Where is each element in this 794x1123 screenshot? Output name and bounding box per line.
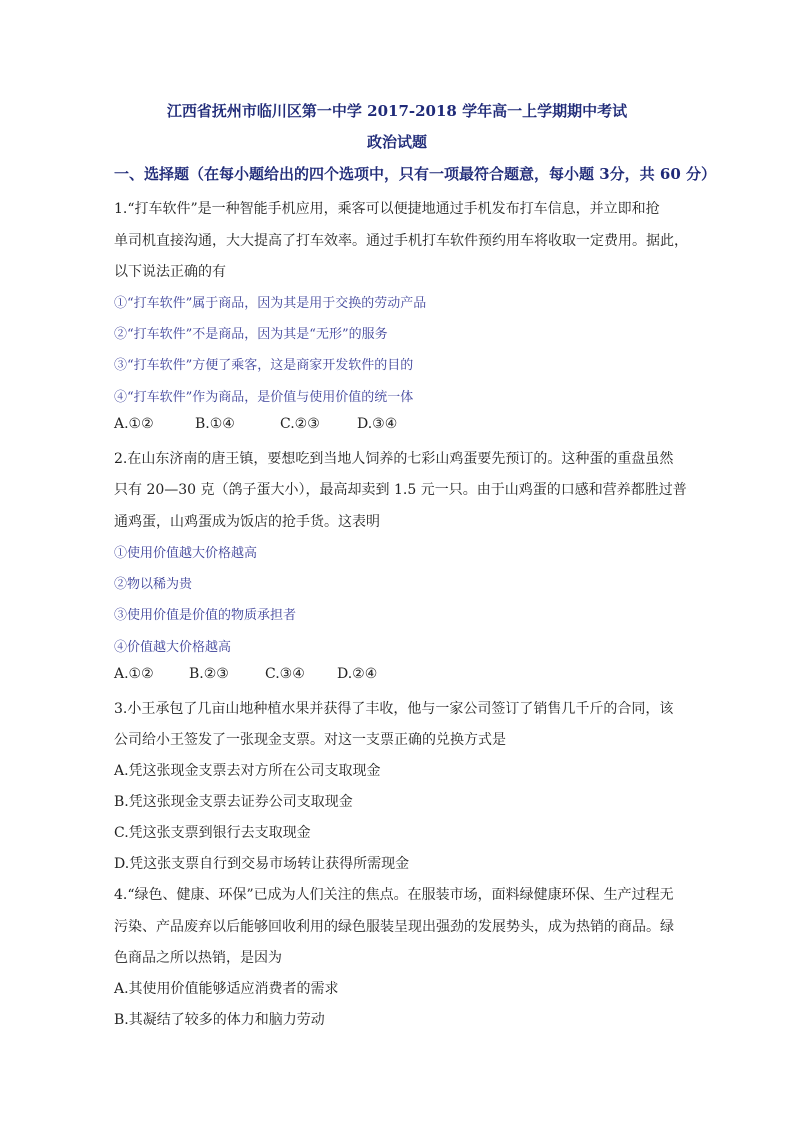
q2-line-2: 只有 20—30 克（鸽子蛋大小），最高却卖到 1.5 元一只。由于山鸡蛋的口感和营养都胜过普 [114, 482, 687, 498]
q4-option-b: B.其凝结了较多的体力和脑力劳动 [114, 1012, 325, 1028]
q3-line-1: 3.小王承包了几亩山地种植水果并获得了丰收，他与一家公司签订了销售几千斤的合同，该 [114, 701, 674, 717]
q2-choice-a: A.①② [114, 666, 154, 682]
section-heading: 一、选择题（在每小题给出的四个选项中，只有一项最符合题意，每小题 3分，共 60 分） [114, 165, 716, 183]
q4-line-2: 污染、产品废弃以后能够回收利用的绿色服装呈现出强劲的发展势头，成为热销的商品。绿 [114, 919, 674, 935]
q1-statement-1: ①“打车软件”属于商品，因为其是用于交换的劳动产品 [114, 296, 427, 311]
q1-line-1: 1.“打车软件”是一种智能手机应用，乘客可以便捷地通过手机发布打车信息，并立即和抢 [114, 201, 660, 217]
q2-statement-2: ②物以稀为贵 [114, 577, 193, 592]
q3-line-2: 公司给小王签发了一张现金支票。对这一支票正确的兑换方式是 [114, 732, 506, 748]
q2-choice-c: C.③④ [265, 666, 305, 682]
q3-option-b: B.凭这张现金支票去证券公司支取现金 [114, 794, 353, 810]
q3-option-a: A.凭这张现金支票去对方所在公司支取现金 [114, 763, 381, 779]
q2-choice-b: B.②③ [189, 666, 229, 682]
q2-statement-1: ①使用价值越大价格越高 [114, 546, 258, 561]
q1-statement-3: ③“打车软件”方便了乘客，这是商家开发软件的目的 [114, 358, 414, 373]
q2-statement-4: ④价值越大价格越高 [114, 640, 232, 655]
q3-option-c: C.凭这张支票到银行去支取现金 [114, 825, 311, 841]
q2-line-1: 2.在山东济南的唐王镇，要想吃到当地人饲养的七彩山鸡蛋要先预订的。这种蛋的重盘虽然 [114, 451, 674, 467]
q4-line-1: 4.“绿色、健康、环保”已成为人们关注的焦点。在服装市场，面料绿健康环保、生产过程无 [114, 887, 674, 903]
q4-option-a: A.其使用价值能够适应消费者的需求 [114, 981, 339, 997]
q4-line-3: 色商品之所以热销，是因为 [114, 950, 282, 966]
q3-option-d: D.凭这张支票自行到交易市场转让获得所需现金 [114, 856, 410, 872]
q1-line-3: 以下说法正确的有 [114, 264, 226, 280]
q1-statement-4: ④“打车软件”作为商品，是价值与使用价值的统一体 [114, 390, 414, 405]
exam-subtitle: 政治试题 [366, 133, 427, 151]
q2-line-3: 通鸡蛋，山鸡蛋成为饭店的抢手货。这表明 [114, 514, 380, 530]
exam-title: 江西省抚州市临川区第一中学 2017-2018 学年高一上学期期中考试 [166, 102, 628, 120]
q2-choice-d: D.②④ [337, 666, 378, 682]
q2-statement-3: ③使用价值是价值的物质承担者 [114, 608, 297, 623]
q1-choice-d: D.③④ [357, 416, 398, 432]
q1-line-2: 单司机直接沟通，大大提高了打车效率。通过手机打车软件预约用车将收取一定费用。据此， [114, 233, 688, 249]
q1-choice-c: C.②③ [280, 416, 320, 432]
q1-statement-2: ②“打车软件”不是商品，因为其是“无形”的服务 [114, 327, 388, 342]
q1-choice-b: B.①④ [195, 416, 235, 432]
q1-choice-a: A.①② [114, 416, 154, 432]
